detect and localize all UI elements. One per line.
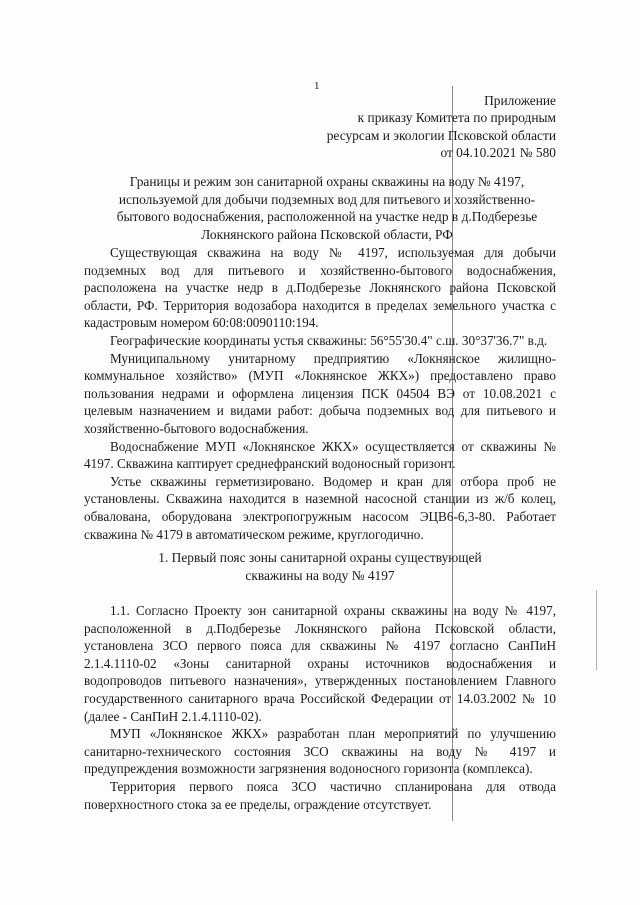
title-line: Локнянского района Псковской области, РФ [201, 226, 453, 242]
page-number: 1 [314, 80, 320, 92]
title-line: используемой для добычи подземных вод для питьевого и хозяйственно- [118, 191, 536, 207]
scan-edge-line [596, 590, 597, 670]
section-paragraph: 1.1. Согласно Проекту зон санитарной охраны скважины на воду № 4197, расположенной в д.Подберезье Локнянского района Псковской области, установлена ЗСО первого пояса для скважины № 4197 согласно СанПиН 2.1.4.1110-02 «Зоны санитарной охраны источников водоснабжения и водопроводов питьевого назначения», утвержденных постановлением Главного государственного санитарного врача Российской Федерации от 14.03.2002 № 10 (далее - СанПиН 2.1.4.1110-02). [84, 603, 556, 724]
section-title-line: скважины на воду № 4197 [245, 567, 395, 583]
intro-paragraph: Муниципальному унитарному предприятию «Локнянское жилищно-коммунальное хозяйство» (МУП «Локнянское ЖКХ») предоставлено право пользования недрами и оформлена лицензия ПСК 04504 ВЭ от 10.08.2021 с целевым назначением и видами работ: добыча подземных вод для питьевого и хозяйственно-бытового водоснабжения. [84, 350, 556, 436]
title-line: бытового водоснабжения, расположенной на участке недр в д.Подберезье [116, 209, 538, 225]
intro-paragraph: Существующая скважина на воду № 4197, используемая для добычи подземных вод для питьевого и хозяйственно-бытового водоснабжения, расположена на участке недр в д.Подберезье Локнянского района Псковской области, РФ. Территория водозабора находится в пределах земельного участка с кадастровым номером 60:08:0090110:194. [84, 245, 556, 331]
header-line: ресурсам и экологии Псковской области [326, 127, 556, 143]
intro-paragraph: Географические координаты устья скважины: 56°55'30.4" с.ш. 30°37'36.7" в.д. [110, 332, 548, 348]
title-line: Границы и режим зон санитарной охраны скважины на воду № 4197, [129, 174, 525, 189]
section-paragraph: МУП «Локнянское ЖКХ» разработан план мероприятий по улучшению санитарно-технического состояния ЗСО скважины на воду № 4197 и предупреждения возможности загрязнения водоносного горизонта (комплекса). [84, 726, 556, 777]
intro-paragraph: Устье скважины герметизировано. Водомер и кран для отбора проб не установлены. Скважина находится в наземной насосной станции из ж/б колец, обвалована, оборудована электропогружным насосом ЭЦВ6-6,3-80. Работает скважина № 4179 в автоматическом режиме, круглогодично. [84, 473, 556, 542]
header-line: от 04.10.2021 № 580 [440, 145, 556, 161]
document-title [92, 173, 562, 243]
section-title-line: 1. Первый пояс зоны санитарной охраны существующей [158, 550, 482, 565]
intro-section [84, 244, 556, 543]
intro-paragraph: Водоснабжение МУП «Локнянское ЖКХ» осуществляется от скважины № 4197. Скважина каптирует среднефранский водоносный горизонт. [84, 438, 556, 472]
appendix-header [327, 92, 556, 162]
section-paragraph: Территория первого пояса ЗСО частично спланирована для отвода поверхностного стока за ее пределы, ограждение отсутствует. [84, 778, 556, 812]
section-1-title [110, 549, 530, 584]
header-line: Приложение [484, 93, 556, 108]
section-1-body [84, 602, 556, 813]
header-line: к приказу Комитета по природным [357, 110, 556, 126]
